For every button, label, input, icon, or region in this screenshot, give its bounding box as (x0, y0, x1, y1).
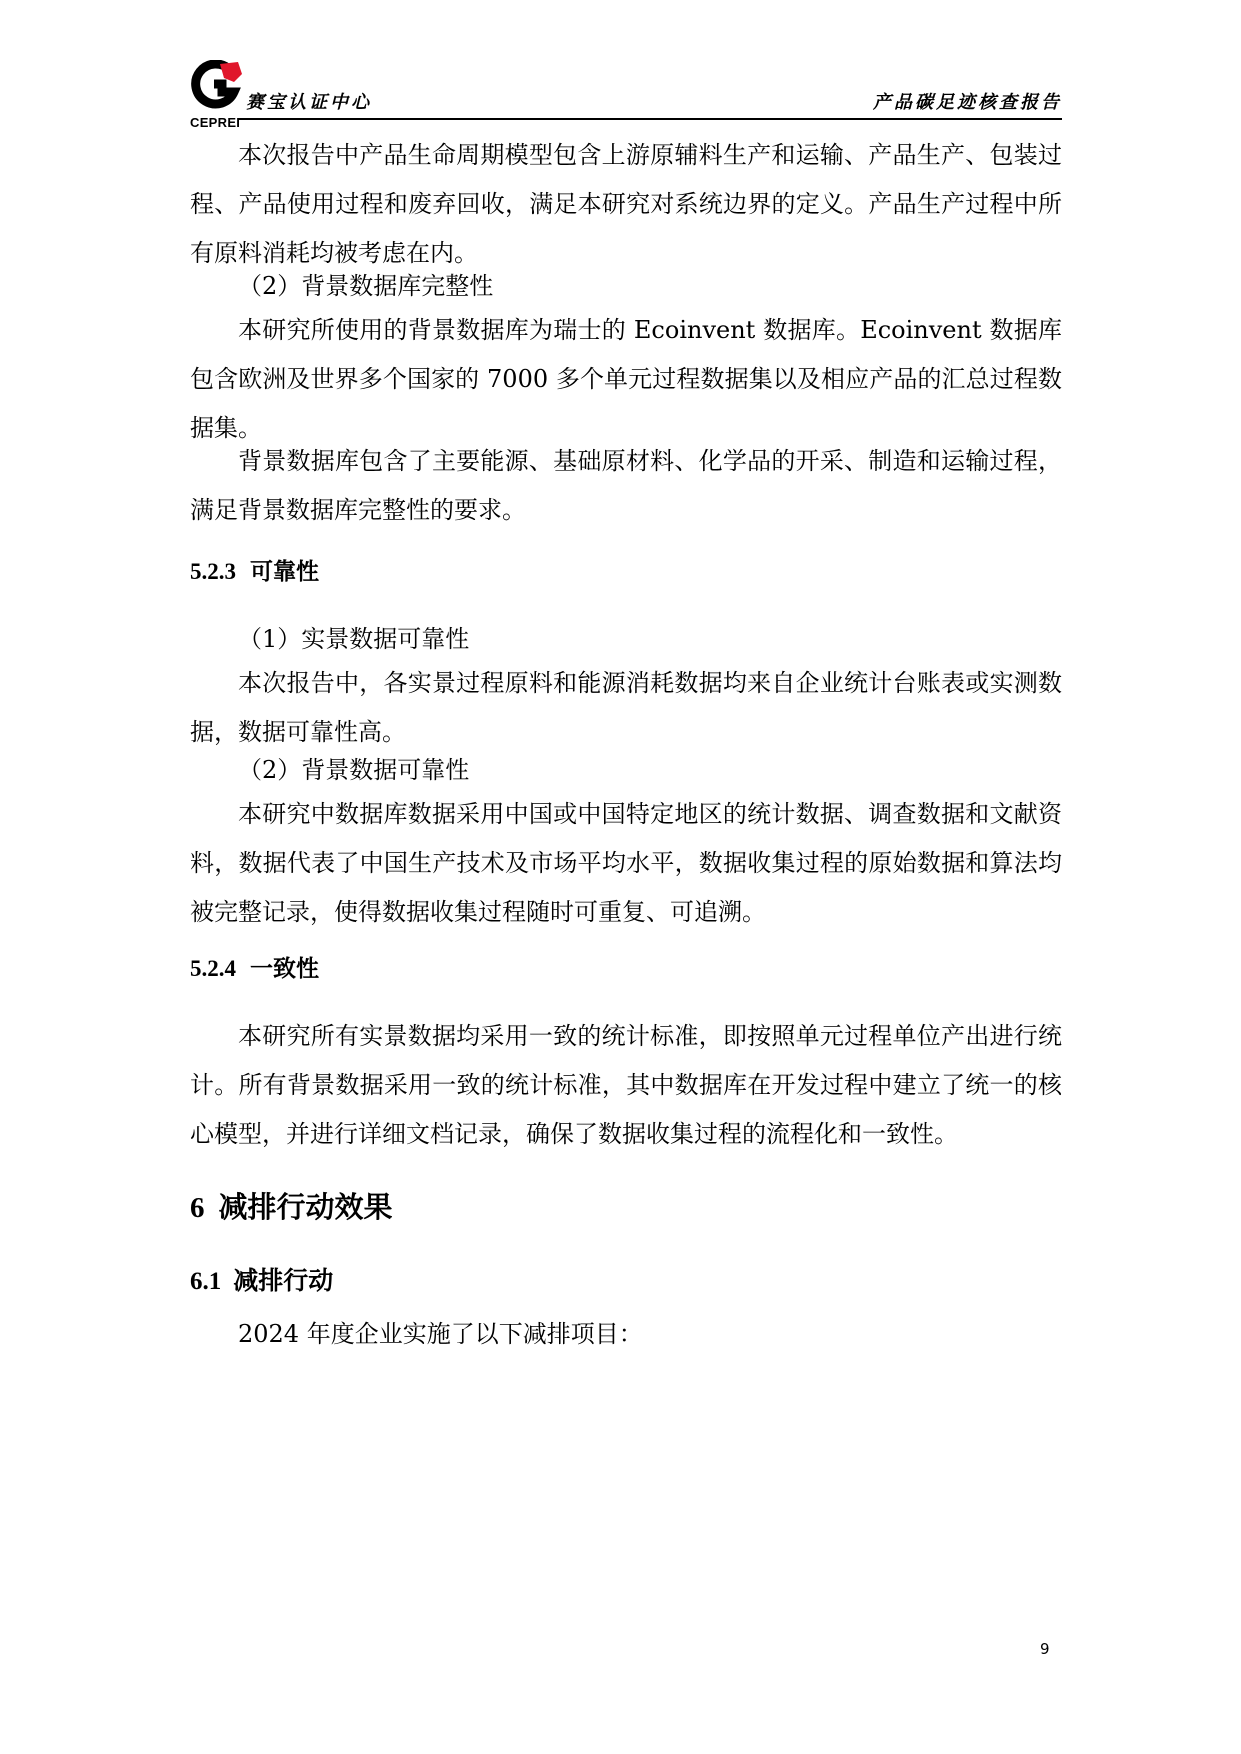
list-item-background-reliability: （2）背景数据可靠性 (238, 756, 470, 784)
paragraph-consistency: 本研究所有实景数据均采用一致的统计标准，即按照单元过程单位产出进行统计。所有背景数据采用一致的统计标准，其中数据库在开发过程中建立了统一的核心模型，并进行详细文档记录，确保了数据收集过程的流程化和一致性。 (190, 1022, 1062, 1148)
paragraph-background-contents: 背景数据库包含了主要能源、基础原材料、化学品的开采、制造和运输过程，满足背景数据库完整性的要求。 (190, 447, 1062, 524)
section-title: 一致性 (250, 956, 319, 981)
page-number: 9 (1040, 1640, 1050, 1658)
section-title: 可靠性 (250, 559, 319, 584)
page-header (190, 56, 1062, 130)
chapter-number: 6 (190, 1192, 205, 1224)
chapter-title: 减排行动效果 (218, 1192, 393, 1224)
paragraph-ecoinvent: 本研究所使用的背景数据库为瑞士的 Ecoinvent 数据库。Ecoinvent 数据库包含欧洲及世界多个国家的 7000 多个单元过程数据集以及相应产品的汇总过程数据集。 (190, 316, 1062, 442)
report-title: 产品碳足迹核查报告 (873, 92, 1062, 113)
section-title: 减排行动 (233, 1268, 334, 1295)
chapter-heading-6 (190, 1190, 393, 1226)
section-number: 6.1 (190, 1268, 222, 1295)
section-number: 5.2.4 (190, 956, 236, 981)
list-item-foreground-reliability: （1）实景数据可靠性 (238, 625, 470, 653)
logo-abbreviation: CEPREI (190, 115, 241, 130)
paragraph-background-reliability: 本研究中数据库数据采用中国或中国特定地区的统计数据、调查数据和文献资料，数据代表了中国生产技术及市场平均水平，数据收集过程的原始数据和算法均被完整记录，使得数据收集过程随时可重复、可追溯。 (190, 800, 1062, 926)
section-number: 5.2.3 (190, 559, 236, 584)
ceprei-logo-icon (190, 60, 242, 112)
organization-name: 赛宝认证中心 (246, 92, 372, 113)
header-divider (238, 118, 1062, 120)
paragraph-lifecycle-model: 本次报告中产品生命周期模型包含上游原辅料生产和运输、产品生产、包装过程、产品使用过程和废弃回收，满足本研究对系统边界的定义。产品生产过程中所有原料消耗均被考虑在内。 (190, 141, 1062, 267)
section-heading-5-2-4 (190, 954, 319, 984)
paragraph-2024-projects: 2024 年度企业实施了以下减排项目： (238, 1320, 643, 1348)
paragraph-foreground-reliability: 本次报告中，各实景过程原料和能源消耗数据均来自企业统计台账表或实测数据，数据可靠性高。 (190, 669, 1062, 746)
list-item-background-completeness: （2）背景数据库完整性 (238, 272, 494, 300)
section-heading-5-2-3 (190, 557, 319, 587)
section-heading-6-1 (190, 1266, 333, 1298)
